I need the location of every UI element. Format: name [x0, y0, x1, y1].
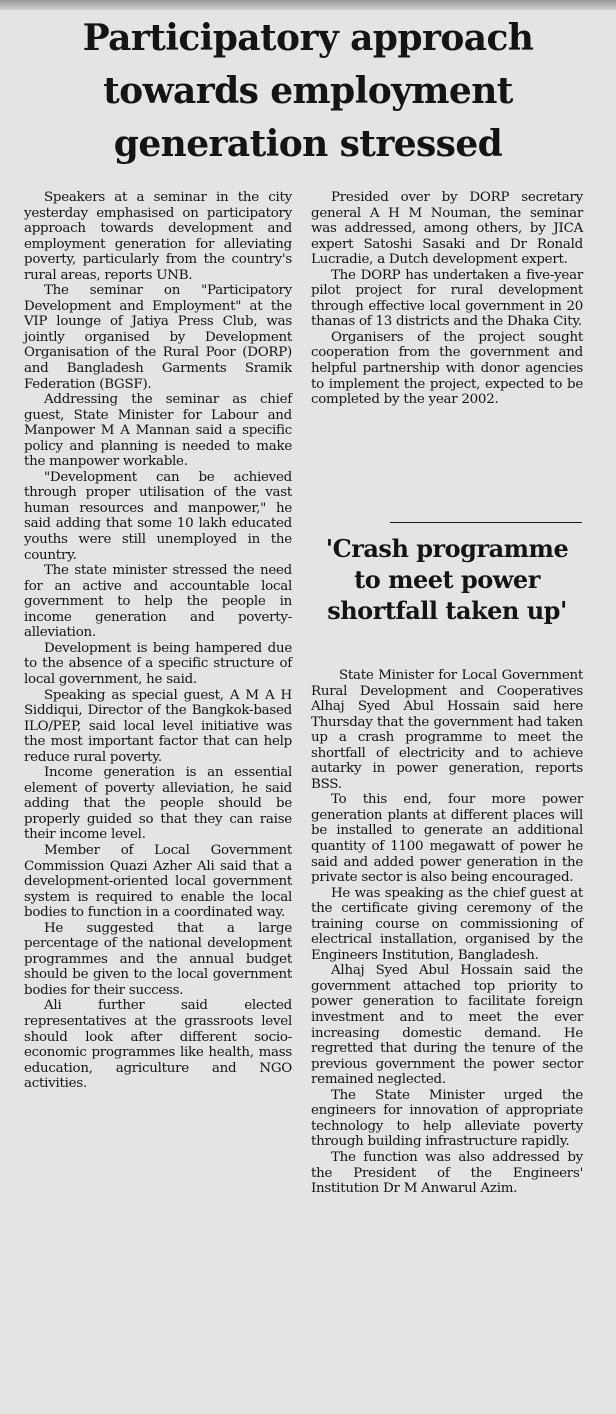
paragraph: The function was also addressed by the President of the Engineers' Institution Dr M Anwarul Azim. [311, 1149, 583, 1197]
paragraph: To this end, four more power generation plants at different places will be installed to generate an additional quantity of 1100 megawatt of power he said and added power generation in the private sector is also being encouraged. [311, 792, 583, 886]
paragraph: Alhaj Syed Abul Hossain said the government attached top priority to power generation to facilitate foreign investment and to meet the ever increasing domestic demand. He regretted that during the tenure of the previous government the power sector remained neglected. [311, 963, 583, 1088]
headline: Participatory approach towards employment generation stressed [82, 17, 534, 165]
paragraph: Speakers at a seminar in the city yesterday emphasised on participatory approach towards development and employment generation for alleviating poverty, particularly from the country's rural areas, reports UNB. [24, 190, 292, 283]
paragraph: He was speaking as the chief guest at the certificate giving ceremony of the training course on commissioning of electrical installation, organised by the Engineers Institution, Bangladesh. [311, 885, 583, 963]
paragraph: Addressing the seminar as chief guest, State Minister for Labour and Manpower M A Mannan said a specific policy and planning is needed to make the manpower workable. [24, 392, 292, 470]
paragraph: The seminar on "Participatory Development and Employment" at the VIP lounge of Jatiya Press Club, was jointly organised by Development Organisation of the Rural Poor (DORP) and Bangladesh Garments Sramik Federation (BGSF). [24, 283, 292, 392]
article-right-column-top [311, 190, 583, 408]
article-left-column [24, 190, 292, 1092]
paragraph: He suggested that a large percentage of the national development programmes and the annual budget should be given to the local government bodies for their success. [24, 920, 292, 998]
paragraph: The State Minister urged the engineers for innovation of appropriate technology to help alleviate poverty through building infrastructure rapidly. [311, 1087, 583, 1150]
subheadline: 'Crash programme to meet power shortfall taken up' [325, 534, 569, 625]
paragraph: Ali further said elected representatives at the grassroots level should look after different socio-economic programmes like health, mass education, agriculture and NGO activities. [24, 998, 292, 1092]
paragraph: Organisers of the project sought cooperation from the government and helpful partnership with donor agencies to implement the project, expected to be completed by the year 2002. [311, 329, 583, 408]
paragraph: The state minister stressed the need for an active and accountable local government to help the people in income generation and poverty-alleviation. [24, 563, 292, 641]
paragraph: Income generation is an essential element of poverty alleviation, he said adding that the people should be properly guided so that they can raise their income level. [24, 765, 292, 843]
paragraph: Presided over by DORP secretary general A H M Nouman, the seminar was addressed, among others, by JICA expert Satoshi Sasaki and Dr Ronald Lucradie, a Dutch development expert. [311, 190, 583, 268]
paragraph: State Minister for Local Government Rural Development and Cooperatives Alhaj Syed Abul Hossain said here Thursday that the government had taken up a crash programme to meet the shortfall of electricity and to achieve autarky in power generation, reports BSS. [311, 668, 583, 792]
paragraph: Development is being hampered due to the absence of a specific structure of local government, he said. [24, 640, 292, 687]
top-border [0, 0, 616, 10]
paragraph: The DORP has undertaken a five-year pilot project for rural development through effective local government in 20 thanas of 13 districts and the Dhaka City. [311, 267, 583, 330]
column-divider [390, 522, 582, 523]
paragraph: Member of Local Government Commission Quazi Azher Ali said that a development-oriented local government system is required to enable the local bodies to function in a coordinated way. [24, 842, 292, 921]
paragraph: Speaking as special guest, A M A H Siddiqui, Director of the Bangkok-based ILO/PEP, said local level initiative was the most important factor that can help reduce rural poverty. [24, 687, 292, 765]
article-right-column-bottom [311, 668, 583, 1197]
paragraph: "Development can be achieved through proper utilisation of the vast human resources and manpower," he said adding that some 10 lakh educated youths were still unemployed in the country. [24, 469, 292, 563]
